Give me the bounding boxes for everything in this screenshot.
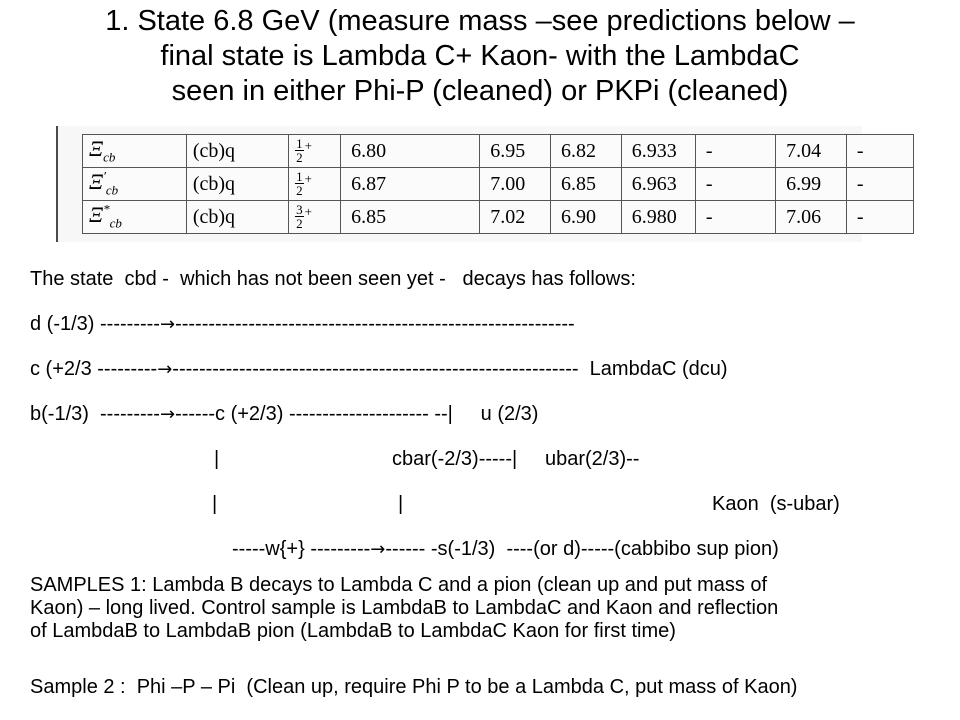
baryon-symbol-cell [83,201,187,234]
decay-bar-3: | [398,493,404,515]
mass-prediction-cell [480,135,551,168]
decay-d-prefix: d (-1/3) --------- [30,313,160,335]
baryon-symbol: Ξ [89,169,104,195]
table-row [83,201,914,234]
baryon-symbol-sub: cb [109,215,122,231]
parity: + [304,203,312,219]
parity: + [304,170,312,186]
title-line-3: seen in either Phi-P (cleaned) or PKPi (cleaned) [171,75,789,107]
mass-prediction-cell [480,168,551,201]
decay-c-prefix: c (+2/3 --------- [30,358,158,380]
samples-1-line-1: SAMPLES 1: Lambda B decays to Lambda C and a pion (clean up and put mass of [30,574,768,596]
samples-1-line-2: Kaon) – long lived. Control sample is LambdaB to LambdaC and Kaon and reflection [30,597,779,619]
mass-value: - [856,172,864,195]
spin-fraction [295,170,304,197]
decay-bar-2: | [212,493,218,515]
mass-prediction-cell [480,201,551,234]
mass-prediction-cell [846,201,913,234]
mass-prediction-cell [621,201,695,234]
baryon-symbol: Ξ [89,202,104,228]
spin-denominator: 2 [296,150,303,166]
spin-numerator: 1 [296,136,303,152]
arrow-icon: → [159,314,176,335]
table-row [83,168,914,201]
decay-line-d [30,313,575,336]
mass-value: 6.963 [631,172,677,195]
quark-content: (cb)q [192,139,236,162]
mass-prediction-cell [550,135,621,168]
decay-b-prefix: b(-1/3) --------- [30,403,160,425]
spin-parity-cell [289,201,341,234]
mass-value: 6.80 [351,139,387,162]
parity: + [304,137,312,153]
mass-value: - [856,139,864,162]
samples-1-paragraph [30,574,948,643]
decay-c-suffix: ------------------------------------------------------------- LambdaC (dcu) [172,358,728,380]
mass-prediction-cell [776,201,847,234]
decay-d-suffix: ------------------------------------------------------------ [175,313,575,335]
decay-line-c [30,358,728,381]
slide-title [0,4,960,109]
mass-prediction-cell [846,168,913,201]
mass-prediction-cell [621,168,695,201]
spin-numerator: 3 [296,202,303,218]
predictions-table [82,134,914,234]
decay-w-prefix: -----w{+} --------- [232,538,371,560]
mass-value: 7.06 [786,205,822,228]
mass-value: 6.90 [560,205,596,228]
decay-kaon: Kaon (s-ubar) [712,493,840,515]
mass-value: 6.933 [631,139,677,162]
spin-fraction [295,203,304,230]
mass-prediction-cell [695,168,775,201]
spin-numerator: 1 [296,169,303,185]
title-line-1: 1. State 6.8 GeV (measure mass –see predictions below – [105,5,855,37]
baryon-symbol: Ξ [89,136,104,162]
mass-value: - [856,205,864,228]
mass-value: 6.99 [786,172,822,195]
mass-value: 6.82 [560,139,596,162]
spin-parity-cell [289,135,341,168]
mass-prediction-cell [341,168,480,201]
baryon-symbol-sub: cb [105,182,119,198]
mass-prediction-cell [776,135,847,168]
quark-content: (cb)q [192,172,236,195]
mass-value: - [705,205,713,228]
mass-value: 6.85 [351,205,387,228]
mass-value: 6.85 [560,172,596,195]
sample-2-line: Sample 2 : Phi –P – Pi (Clean up, require Phi P to be a Lambda C, put mass of Kaon) [30,676,798,698]
mass-prediction-cell [776,168,847,201]
decay-line-b [30,403,538,426]
mass-value: 7.02 [490,205,526,228]
spin-parity-cell [289,168,341,201]
spin-fraction [295,137,304,164]
quark-content-cell [186,201,288,234]
decay-bar-1: | [214,448,220,470]
mass-prediction-cell [341,135,480,168]
spin-denominator: 2 [296,216,303,232]
arrow-icon: → [370,539,386,560]
mass-prediction-cell [695,201,775,234]
decay-b-suffix: ------c (+2/3) --------------------- --| u (2/3) [175,403,539,425]
mass-value: 6.87 [351,172,387,195]
mass-value: 7.04 [786,139,822,162]
mass-prediction-cell [341,201,480,234]
quark-content: (cb)q [192,205,236,228]
mass-prediction-cell [846,135,913,168]
predictions-table-image [56,126,862,242]
mass-prediction-cell [695,135,775,168]
baryon-symbol-sup: * [103,202,110,218]
table-row [83,135,914,168]
decay-cbar-line: cbar(-2/3)-----| ubar(2/3)-- [392,448,640,470]
samples-1-line-3: of LambdaB to LambdaB pion (LambdaB to LambdaC Kaon for first time) [30,620,676,642]
baryon-symbol-cell [83,135,187,168]
arrow-icon: → [159,404,176,425]
mass-value: - [705,172,713,195]
mass-prediction-cell [550,168,621,201]
mass-prediction-cell [550,201,621,234]
quark-content-cell [186,168,288,201]
arrow-icon: → [157,359,173,380]
decay-line-w [232,538,779,561]
mass-value: 7.00 [490,172,526,195]
mass-value: 6.980 [631,205,677,228]
baryon-symbol-sub: cb [103,149,116,165]
spin-denominator: 2 [296,183,303,199]
quark-content-cell [186,135,288,168]
mass-value: - [705,139,713,162]
baryon-symbol-sup: ′ [103,169,106,185]
title-line-2: final state is Lambda C+ Kaon- with the LambdaC [160,40,800,72]
decay-w-suffix: ------ -s(-1/3) ----(or d)-----(cabbibo sup pion) [385,538,779,560]
decay-intro: The state cbd - which has not been seen yet - decays has follows: [30,268,636,290]
baryon-symbol-cell [83,168,187,201]
mass-value: 6.95 [490,139,526,162]
mass-prediction-cell [621,135,695,168]
